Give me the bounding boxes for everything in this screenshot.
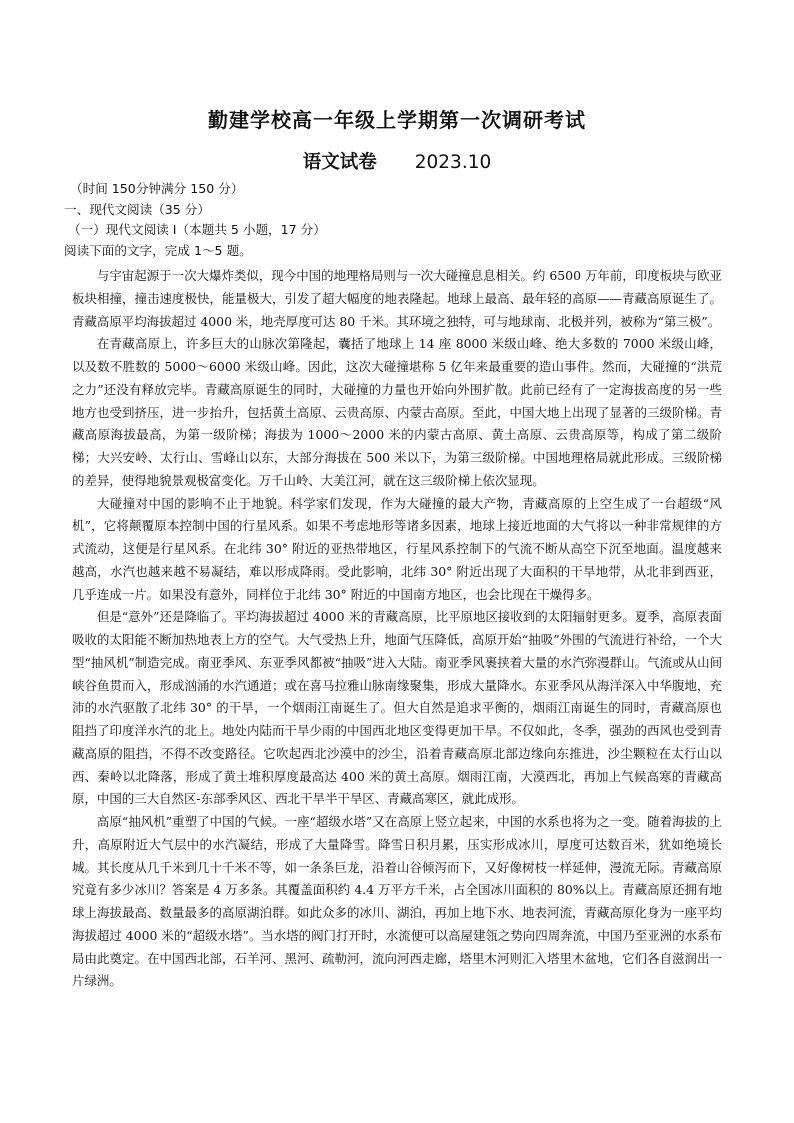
section-heading: 一、现代文阅读（35 分） <box>64 202 210 217</box>
reading-passage <box>72 265 722 993</box>
subject-label: 语文试卷 <box>302 152 377 173</box>
subsection-heading: （一）现代文阅读 I（本题共 5 小题，17 分） <box>68 222 326 237</box>
exam-date: 2023.10 <box>414 152 492 173</box>
exam-title: 勤建学校高一年级上学期第一次调研考试 <box>208 108 586 132</box>
time-score-line: （时间 150分钟满分 150 分） <box>70 181 244 196</box>
passage-paragraph: 与宇宙起源于一次大爆炸类似，现今中国的地理格局则与一次大碰撞息息相关。约 6500 万年前，印度板块与欧亚板块相撞，撞击速度极快，能量极大，引发了超大幅度的地表隆起。地球上最高、最年轻的高原——青藏高原诞生了。青藏高原平均海拔超过 4000 米，地壳厚度可达 80 千米。其环境之独特，可与地球南、北极并列，被称为“第三极”。 <box>72 268 722 329</box>
passage-paragraph: 在青藏高原上，许多巨大的山脉次第隆起，囊括了地球上 14 座 8000 米级山峰、绝大多数的 7000 米级山峰，以及数不胜数的 5000～6000 米级山峰。因此，这次大碰撞堪称 5 亿年来最重要的造山事件。然而，大碰撞的“洪荒之力”还没有释放完毕。青藏高原诞生的同时，大碰撞的力量也开始向外围扩散。此前已经有了一定海拔高度的另一些地方也受到挤压，进一步抬升，包括黄土高原、云贵高原、内蒙古高原。至此，中国大地上出现了显著的三级阶梯。青藏高原海拔最高，为第一级阶梯；海拔为 1000～2000 米的内蒙古高原、黄土高原、云贵高原等，构成了第二级阶梯；大兴安岭、太行山、雪峰山以东，大部分海拔在 500 米以下，为第三级阶梯。中国地理格局就此形成。三级阶梯的差异，使得地貌景观极富变化。万千山岭、大美江河，就在这三级阶梯上依次显现。 <box>72 336 722 488</box>
passage-paragraph: 高原“抽风机”重塑了中国的气候。一座“超级水塔”又在高原上竖立起来，中国的水系也将为之一变。随着海拔的上升，高原附近大气层中的水汽凝结，形成了大量降雪。降雪日积月累，压实形成冰川，厚度可达数百米，犹如绝境长城。其长度从几千米到几十千米不等，如一条条巨龙，沿着山谷倾泻而下，又好像树枝一样延伸，漫流无际。青藏高原究竟有多少冰川？答案是 4 万多条。其覆盖面积约 4.4 万平方千米，占全国冰川面积的 80%以上。青藏高原还拥有地球上海拔最高、数量最多的高原湖泊群。如此众多的冰川、湖泊，再加上地下水、地表河流，青藏高原化身为一座平均海拔超过 4000 米的“超级水塔”。当水塔的阀门打开时，水流便可以高屋建瓴之势向四周奔流，中国乃至亚洲的水系布局由此奠定。在中国西北部，石羊河、黑河、疏勒河，流向河西走廊，塔里木河则汇入塔里木盆地，它们各自滋润出一片绿洲。 <box>72 814 722 989</box>
passage-paragraph: 大碰撞对中国的影响不止于地貌。科学家们发现，作为大碰撞的最大产物，青藏高原的上空生成了一台超级“风机”，它将颠覆原本控制中国的行星风系。如果不考虑地形等诸多因素，地球上接近地面的大气将以一种非常规律的方式流动，这便是行星风系。在北纬 30° 附近的亚热带地区，行星风系控制下的气流不断从高空下沉至地面。温度越来越高，水汽也越来越不易凝结，难以形成降雨。受此影响，北纬 30° 附近出现了大面积的干旱地带，从北非到西亚，几乎连成一片。如果没有意外，同样位于北纬 30° 附近的中国南方地区，也会比现在干燥得多。 <box>72 495 722 602</box>
reading-instruction: 阅读下面的文字，完成 1～5 题。 <box>64 243 252 258</box>
passage-paragraph: 但是“意外”还是降临了。平均海拔超过 4000 米的青藏高原，比平原地区接收到的太阳辐射更多。夏季，高原表面吸收的太阳能不断加热地表上方的空气。大气受热上升，地面气压降低，高原开始“抽吸”外围的气流进行补给，一个大型“抽风机”制造完成。南亚季风、东亚季风都被“抽吸”进入大陆。南亚季风裹挟着大量的水汽弥漫群山。气流或从山间峡谷鱼贯而入，形成汹涌的水汽通道；或在喜马拉雅山脉南缘聚集，形成大量降水。东亚季风从海洋深入中华腹地，充沛的水汽驱散了北纬 30° 的干旱，一个烟雨江南诞生了。但大自然是追求平衡的，烟雨江南诞生的同时，青藏高原也阻挡了印度洋水汽的北上。地处内陆而干旱少雨的中国西北地区变得更加干旱。不仅如此，冬季，强劲的西风也受到青藏高原的阻挡，不得不改变路径。它吹起西北沙漠中的沙尘，沿着青藏高原北部边缘向东推进，沙尘颗粒在太行山以西、秦岭以北降落，形成了黄土堆积厚度最高达 400 米的黄土高原。烟雨江南，大漠西北，再加上气候高寒的青藏高原，中国的三大自然区-东部季风区、西北干旱半干旱区、青藏高寒区，就此成形。 <box>72 609 722 807</box>
exam-subtitle <box>72 148 722 174</box>
